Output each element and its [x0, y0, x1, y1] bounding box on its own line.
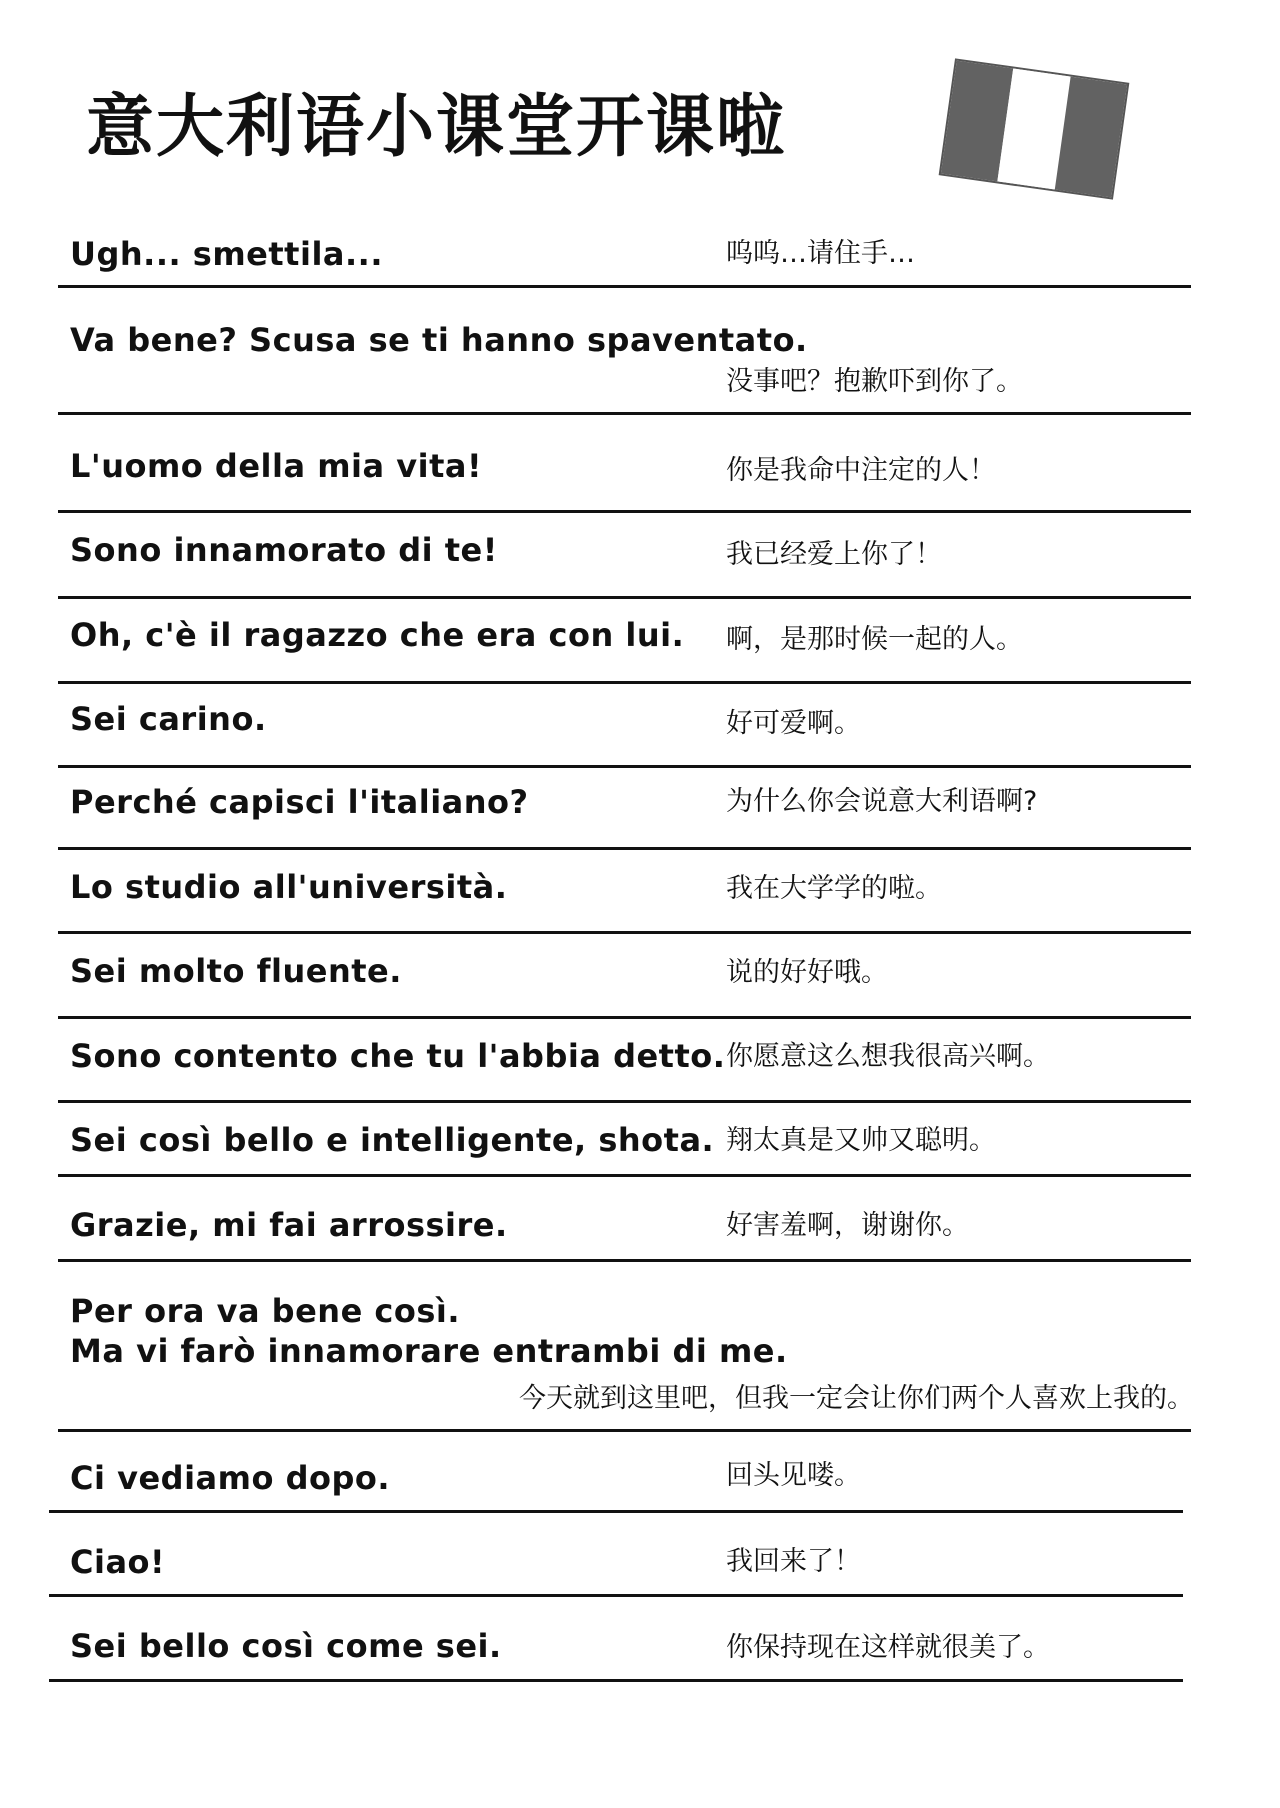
chinese-translation: 好害羞啊，谢谢你。: [726, 1210, 969, 1241]
divider: [58, 510, 1191, 513]
chinese-translation: 你是我命中注定的人！: [726, 455, 996, 486]
divider: [49, 1594, 1183, 1597]
italian-phrase: L'uomo della mia vita!: [70, 447, 483, 485]
divider: [58, 1100, 1191, 1103]
chinese-translation: 好可爱啊。: [726, 708, 861, 739]
italian-phrase: Ci vediamo dopo.: [70, 1459, 391, 1497]
chinese-translation: 呜呜…请住手…: [726, 238, 915, 269]
chinese-translation: 翔太真是又帅又聪明。: [726, 1125, 996, 1156]
divider: [49, 1510, 1183, 1513]
italian-phrase: Va bene? Scusa se ti hanno spaventato.: [70, 321, 808, 359]
divider: [58, 596, 1191, 599]
italian-phrase: Grazie, mi fai arrossire.: [70, 1206, 508, 1244]
chinese-translation: 说的好好哦。: [726, 957, 888, 988]
divider: [58, 1016, 1191, 1019]
divider: [58, 1259, 1191, 1262]
chinese-translation: 你保持现在这样就很美了。: [726, 1632, 1050, 1663]
italian-phrase: Sei bello così come sei.: [70, 1627, 502, 1665]
italian-phrase: Sei così bello e intelligente, shota.: [70, 1121, 715, 1159]
italian-phrase: Ugh... smettila...: [70, 235, 383, 273]
divider: [58, 847, 1191, 850]
divider: [58, 285, 1191, 288]
divider: [49, 1679, 1183, 1682]
chinese-translation: 你愿意这么想我很高兴啊。: [726, 1041, 1050, 1072]
divider: [58, 1429, 1191, 1432]
chinese-translation: 今天就到这里吧，但我一定会让你们两个人喜欢上我的。: [519, 1383, 1194, 1414]
italian-phrase: Oh, c'è il ragazzo che era con lui.: [70, 616, 685, 654]
italian-phrase: Sei carino.: [70, 700, 267, 738]
chinese-translation: 为什么你会说意大利语啊?: [726, 786, 1038, 817]
italy-flag-icon: [939, 58, 1130, 199]
divider: [58, 681, 1191, 684]
page-title: 意大利语小课堂开课啦: [86, 88, 787, 167]
chinese-translation: 啊，是那时候一起的人。: [726, 624, 1023, 655]
italian-phrase: Sono innamorato di te!: [70, 531, 498, 569]
italian-phrase: Lo studio all'università.: [70, 868, 508, 906]
divider: [58, 931, 1191, 934]
chinese-translation: 回头见喽。: [726, 1460, 861, 1491]
italian-phrase: Ciao!: [70, 1543, 166, 1581]
italian-phrase: Per ora va bene così.: [70, 1292, 461, 1330]
italian-phrase: Perché capisci l'italiano?: [70, 783, 529, 821]
italian-phrase: Sono contento che tu l'abbia detto.: [70, 1037, 726, 1075]
divider: [58, 1174, 1191, 1177]
italian-phrase-line-2: Ma vi farò innamorare entrambi di me.: [70, 1332, 788, 1370]
italian-phrase: Sei molto fluente.: [70, 952, 402, 990]
chinese-translation: 没事吧？抱歉吓到你了。: [726, 366, 1023, 397]
divider: [58, 412, 1191, 415]
chinese-translation: 我在大学学的啦。: [726, 873, 942, 904]
chinese-translation: 我已经爱上你了！: [726, 539, 942, 570]
divider: [58, 765, 1191, 768]
chinese-translation: 我回来了！: [726, 1546, 861, 1577]
